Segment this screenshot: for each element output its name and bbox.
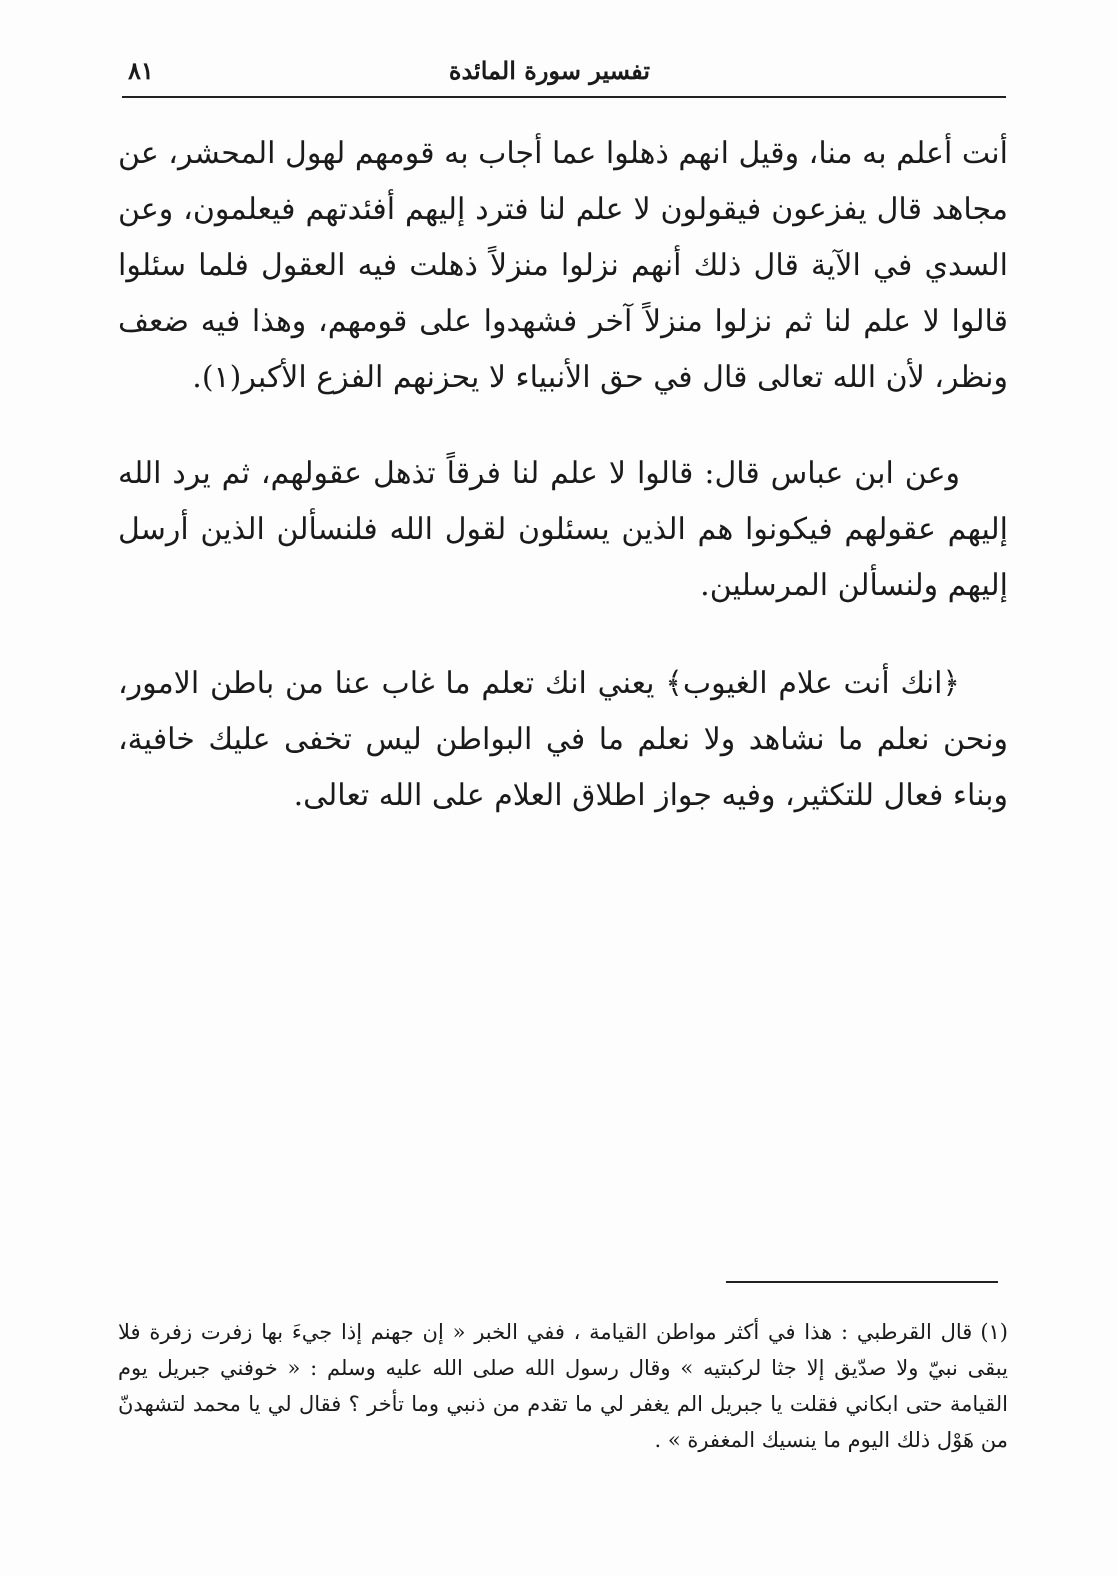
footnote-text: قال القرطبي : هذا في أكثر مواطن القيامة ، ففي الخبر « إن جهنم إذا جيءَ بها زفرت زفرة فلا يبقى نبيّ ولا صدّيق إلا جثا لركبتيه » وقال رسول الله صلى الله عليه وسلم : « خوفني جبريل يوم القيامة حتى ابكاني فقلت يا جبريل الم يغفر لي ما تقدم من ذنبي وما تأخر ؟ فقال لي يا محمد لتشهدنّ من هَوْل ذلك اليوم ما ينسيك المغفرة » . (118, 1320, 1008, 1452)
body-paragraph-3: ﴿انك أنت علام الغيوب﴾ يعني انك تعلم ما غاب عنا من باطن الامور، ونحن نعلم ما نشاهد ولا نعلم ما في البواطن ليس تخفى عليك خافية، وبناء فعال للتكثير، وفيه جواز اطلاق العلام على الله تعالى. (118, 666, 1008, 813)
footnote-divider (726, 1281, 998, 1283)
footnote-marker: (١) (980, 1320, 1008, 1344)
running-title: تفسير سورة المائدة (448, 56, 650, 85)
body-paragraph-2: وعن ابن عباس قال: قالوا لا علم لنا فرقاً تذهل عقولهم، ثم يرد الله إليهم عقولهم فيكونوا هم الذين يسئلون لقول الله فلنسألن الذين أرسل إليهم ولنسألن المرسلين. (118, 456, 1008, 603)
body-paragraph-1: أنت أعلم به منا، وقيل انهم ذهلوا عما أجاب به قومهم لهول المحشر، عن مجاهد قال يفزعون فيقولون لا علم لنا فترد إليهم أفئدتهم فيعلمون، وعن السدي في الآية قال ذلك أنهم نزلوا منزلاً ذهلت فيه العقول فلما سئلوا قالوا لا علم لنا ثم نزلوا منزلاً آخر فشهدوا على قومهم، وهذا فيه ضعف ونظر، لأن الله تعالى قال في حق الأنبياء لا يحزنهم الفزع الأكبر(١). (118, 136, 1008, 395)
page-header (122, 50, 1006, 96)
page-number: ٨١ (128, 56, 154, 85)
footnote-1 (118, 1314, 1008, 1458)
header-divider (122, 96, 1006, 98)
